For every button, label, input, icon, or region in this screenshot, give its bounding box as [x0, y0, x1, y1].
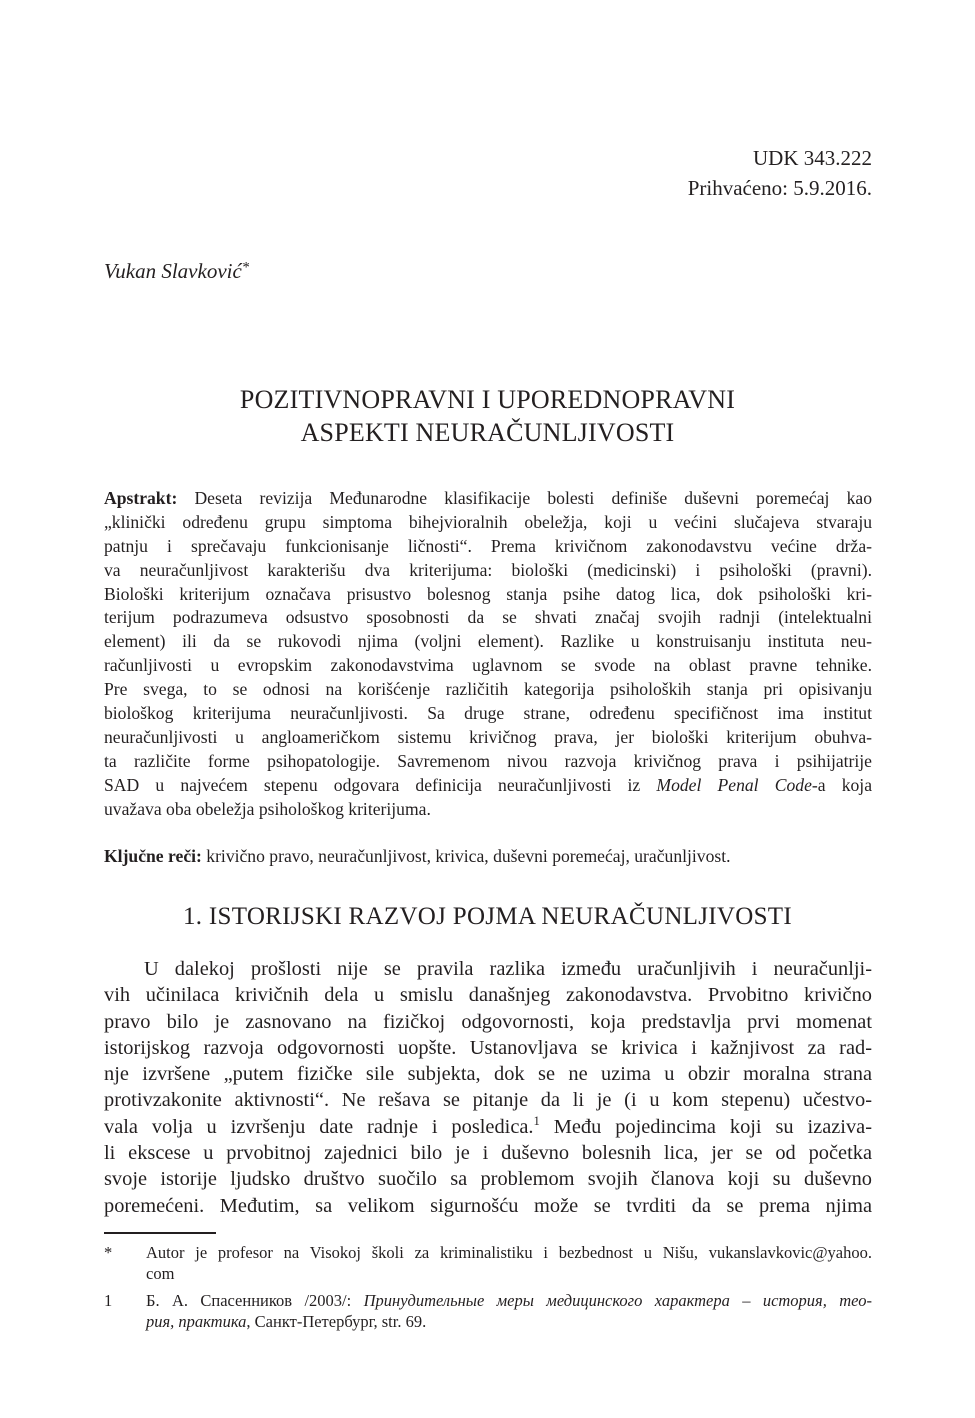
abstract-line: patnju i sprečavaju funkcionisanje ličnosti“. Prema krivičnom zakonodavstvu većine drža- [104, 535, 872, 556]
footnote-text: Б. А. Спасенников /2003/: [146, 1291, 364, 1310]
udk-code: UDK 343.222 [753, 146, 872, 170]
section-heading: 1. ISTORIJSKI RAZVOJ POJMA NEURAČUNLJIVOSTI [182, 903, 793, 930]
footnote-separator [104, 1232, 216, 1234]
abstract-line: biološkog kriterijuma neuračunljivosti. Sa druge strane, određenu specifičnost ima institut [104, 703, 872, 724]
footnote-line: Autor je profesor na Visokoj školi za kriminalistiku i bezbednost u Nišu, vukanslavkovic@yahoo. [146, 1243, 872, 1262]
abstract-line: neuračunljivosti u angloameričkom sistemu krivičnog prava, jer biološki kriterijum obuhva- [104, 726, 872, 747]
body-line-text: Među pojedincima koji su izaziva- [539, 1115, 873, 1138]
body-line [104, 1114, 872, 1140]
abstract-line-text: -a koja [811, 774, 872, 795]
body-line: istorijskog razvoja odgovornosti uopšte. Ustanovljava se krivica i kažnjivost za rad- [104, 1036, 872, 1059]
abstract-line: Biološki kriterijum označava prisustvo bolesnog stanja psihe datog lica, dok psihološki kri- [104, 583, 872, 604]
keywords-label: Ključne reči: [104, 846, 202, 866]
abstract-line-text: Deseta revizija Međunarodne klasifikacije bolesti definiše duševni poremećaj kao [177, 488, 872, 508]
author-name [104, 259, 249, 284]
footnotes [104, 1242, 872, 1338]
body-line: svoje istorije ljudsko društvo suočilo sa problemom svojih članova koji su duševno [104, 1168, 872, 1191]
footnote-1 [104, 1290, 872, 1332]
body-line-text: vala volja u izvršenju date radnje i posledica. [104, 1115, 534, 1138]
keywords-line [104, 844, 872, 866]
body-line: poremećeni. Međutim, sa velikom sigurnošću može se tvrditi da se prema njima [104, 1194, 872, 1217]
abstract-line: element) ili da se rukovodi njima (voljni element). Razlike u konstruisanju instituta neu- [104, 631, 872, 652]
author-name-text: Vukan Slavković [104, 259, 242, 283]
body-line: protivzakonite aktivnosti“. Ne rešava se pitanje da li je (i u kom stepenu) učestvo- [104, 1089, 872, 1112]
footnote-italic-title: рия, практика [146, 1312, 247, 1331]
keywords-text: krivično pravo, neuračunljivost, krivica, duševni poremećaj, uračunljivost. [201, 846, 731, 866]
paper-title-line-1: POZITIVNOPRAVNI I UPOREDNOPRAVNI [239, 385, 736, 414]
body-line: li ekscese u prvobitnoj zajednici bilo je i duševno bolesnih lica, jer se od početka [104, 1142, 872, 1165]
keywords [104, 844, 872, 866]
accepted-date: Prihvaćeno: 5.9.2016. [687, 176, 872, 200]
abstract-line-text: SAD u najvećem stepenu odgovara definicija neuračunljivosti iz [104, 774, 657, 795]
author-footnote-mark: * [241, 259, 250, 276]
footnote-line: com [146, 1264, 175, 1283]
footnote-text: , Санкт-Петербург, str. 69. [246, 1312, 427, 1331]
body-line: nje izvršene „putem fizičke sile subjekta, dok se ne uzima u obzir moralna strana [104, 1063, 872, 1086]
footnote-line [146, 1311, 872, 1332]
body-line: pravo bilo je zasnovano na fizičkoj odgovornosti, koja predstavlja prvi momenat [104, 1010, 872, 1033]
abstract-line [104, 774, 872, 798]
footnote-mark: * [104, 1243, 113, 1262]
footnote-mark: 1 [104, 1291, 113, 1310]
footnote-author [104, 1242, 872, 1284]
footnote-ref-1[interactable]: 1 [533, 1113, 540, 1128]
footnote-italic-title: Принудительные меры медицинского характера – история, тео- [363, 1291, 872, 1310]
abstract-line: va neuračunljivost karakterišu dva kriterijuma: biološki (medicinski) i psihološki (pravni). [104, 559, 872, 580]
abstract-label: Apstrakt: [104, 488, 178, 508]
body-line: U dalekoj prošlosti nije se pravila razlika između uračunljivih i neuračunlji- [144, 958, 872, 980]
model-penal-code-italic: Model Penal Code [656, 774, 812, 795]
abstract-line [104, 487, 872, 511]
paper-title-line-2: ASPEKTI NEURAČUNLJIVOSTI [300, 418, 675, 447]
abstract-line: računljivosti u evropskim zakonodavstvima uglavnom se svode na oblast pravne tehnike. [104, 655, 872, 676]
abstract-line: ta različite forme psihopatologije. Savremenom nivou razvoja krivičnog prava i psihijatrije [104, 750, 872, 771]
section-body [104, 956, 872, 1219]
abstract-line: „klinički određenu grupu simptoma bihejvioralnih obeležja, koji u većini slučajeva stvaraju [104, 511, 872, 532]
paper-title [0, 383, 975, 449]
body-line: vih učinilaca krivičnih dela u smislu današnjeg zakonodavstva. Prvobitno krivično [104, 984, 872, 1007]
abstract-line: Pre svega, to se odnosi na korišćenje različitih kategorija psiholoških stanja pri opisivanju [104, 679, 872, 700]
footnote-line [146, 1290, 872, 1311]
abstract-line: terijum podrazumeva odsustvo sposobnosti da se shvati značaj svojih radnji (intelektualni [104, 607, 872, 628]
article-meta [688, 143, 872, 203]
abstract-line: uvažava oba obeležja psihološkog kriterijuma. [104, 798, 431, 819]
abstract [104, 487, 872, 821]
